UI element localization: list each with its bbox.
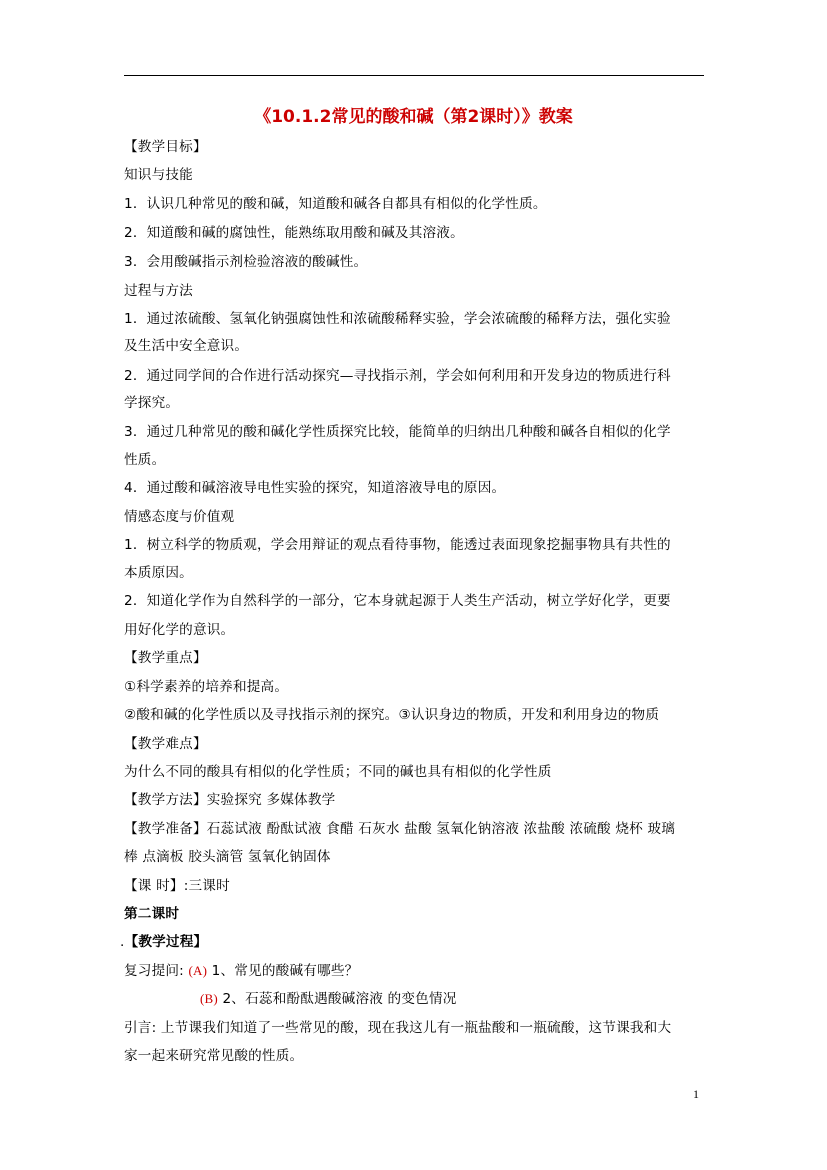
paragraph-line: 及生活中安全意识。 [124, 338, 249, 354]
paragraph-line: 1．树立科学的物质观，学会用辩证的观点看待事物，能透过表面现象挖掘事物具有共性的 [124, 537, 671, 553]
document-title: 《10.1.2常见的酸和碱（第2课时）》教案 [254, 107, 573, 127]
paragraph-line: 家一起来研究常见酸的性质。 [124, 1048, 304, 1064]
paragraph-line: 引言: 上节课我们知道了一些常见的酸，现在我这儿有一瓶盐酸和一瓶硫酸，这节课我和大 [124, 1020, 672, 1036]
section-heading-methods: 【教学方法】实验探究 多媒体教学 [124, 792, 336, 808]
header-rule [124, 75, 704, 76]
paragraph-line: 棒 点滴板 胶头滴管 氢氧化钠固体 [124, 849, 331, 865]
paragraph-line: 4．通过酸和碱溶液导电性实验的探究，知道溶液导电的原因。 [124, 480, 506, 496]
paragraph-line: ①科学素养的培养和提高。 [124, 679, 289, 695]
paragraph-line: 2．知道酸和碱的腐蚀性，能熟练取用酸和碱及其溶液。 [124, 225, 464, 241]
paragraph-line: 本质原因。 [124, 565, 193, 581]
paragraph-line: 学探究。 [124, 395, 180, 411]
section-heading-second-period: 第二课时 [124, 906, 180, 922]
paragraph-line: ②酸和碱的化学性质以及寻找指示剂的探究。③认识身边的物质，开发和利用身边的物质 [124, 707, 660, 723]
section-heading-process [120, 932, 710, 952]
section-heading-preparation: 【教学准备】石蕊试液 酚酞试液 食醋 石灰水 盐酸 氢氧化钠溶液 浓盐酸 浓硫酸 烧杯 玻璃 [124, 821, 676, 837]
paragraph-line: 1．认识几种常见的酸和碱，知道酸和碱各自都具有相似的化学性质。 [124, 196, 547, 212]
paragraph-line: 性质。 [124, 452, 166, 468]
subheading-process: 过程与方法 [124, 283, 193, 299]
page-number: 1 [693, 1087, 699, 1101]
section-heading-objectives: 【教学目标】 [124, 139, 207, 155]
paragraph-line: 用好化学的意识。 [124, 622, 235, 638]
paragraph-line: 3．会用酸碱指示剂检验溶液的酸碱性。 [124, 254, 368, 270]
review-question-b-text: 2、石蕊和酚酞遇酸碱溶液 的变色情况 [217, 991, 457, 1007]
review-question-a-text: 1、常见的酸碱有哪些？ [207, 963, 359, 979]
subheading-knowledge: 知识与技能 [124, 167, 193, 183]
item-marker-a: (A) [188, 963, 208, 978]
section-heading-key-points: 【教学重点】 [124, 650, 207, 666]
paragraph-line: 为什么不同的酸具有相似的化学性质；不同的碱也具有相似的化学性质 [124, 764, 552, 780]
review-question-a [124, 961, 714, 981]
review-label: 复习提问: [124, 963, 189, 979]
section-heading-periods: 【课 时】:三课时 [124, 878, 230, 894]
paragraph-line: 3．通过几种常见的酸和碱化学性质探究比较，能简单的归纳出几种酸和碱各自相似的化学 [124, 424, 671, 440]
paragraph-line: 2．通过同学间的合作进行活动探究—寻找指示剂，学会如何利用和开发身边的物质进行科 [124, 368, 671, 384]
subheading-attitude: 情感态度与价值观 [124, 509, 235, 525]
item-marker-b: (B) [200, 991, 218, 1006]
process-heading-text: 【教学过程】 [124, 934, 208, 950]
paragraph-line: 2．知道化学作为自然科学的一部分，它本身就起源于人类生产活动，树立学好化学，更要 [124, 593, 671, 609]
review-question-b [200, 989, 790, 1009]
section-heading-difficulties: 【教学难点】 [124, 736, 207, 752]
bullet-dot: . [120, 934, 125, 950]
paragraph-line: 1．通过浓硫酸、氢氧化钠强腐蚀性和浓硫酸稀释实验，学会浓硫酸的稀释方法，强化实验 [124, 311, 671, 327]
